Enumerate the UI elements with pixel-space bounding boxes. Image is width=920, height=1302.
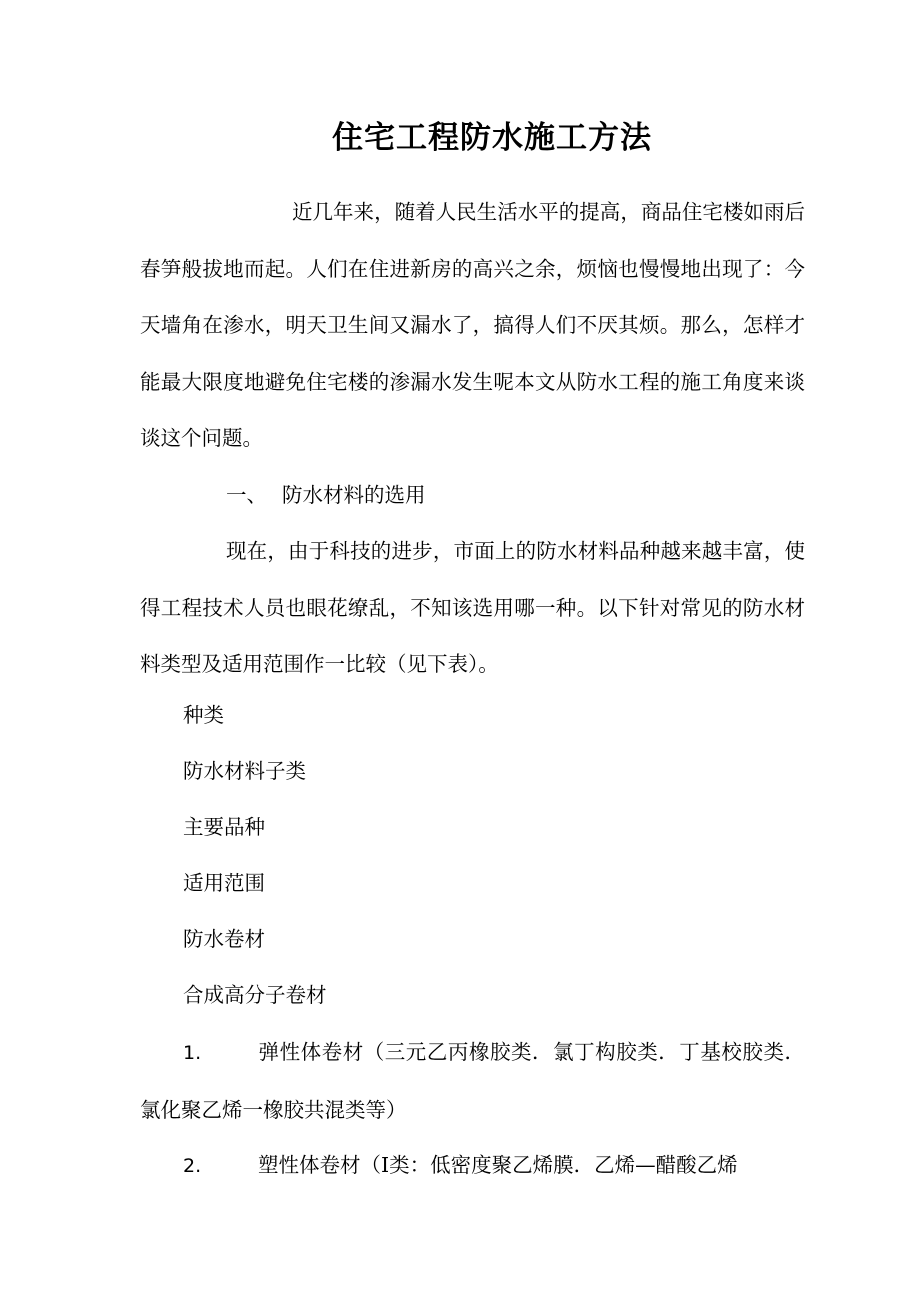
table-item: 适用范围 [183,871,265,895]
table-item: 合成高分子卷材 [183,983,327,1007]
list-text: 塑性体卷材（Ⅰ类：低密度聚乙烯膜．乙烯—醋酸乙烯 [258,1153,738,1177]
numbered-item [140,1137,805,1195]
section-heading-text: 防水材料的选用 [282,483,426,507]
table-item: 主要品种 [183,815,265,839]
section-heading [226,467,426,524]
section-paragraph: 现在，由于科技的进步，市面上的防水材料品种越来越丰富，使得工程技术人员也眼花缭乱，不知该选用哪一种。以下针对常见的防水材料类型及适用范围作一比较（见下表）。 [140,539,805,676]
table-item: 种类 [183,703,224,727]
table-item: 防水卷材 [183,927,265,951]
table-item: 防水材料子类 [183,759,306,783]
document-title: 住宅工程防水施工方法 [332,120,652,156]
list-marker: 1. [183,1042,202,1064]
list-marker: 2. [183,1155,202,1177]
intro-paragraph: 近几年来，随着人民生活水平的提高，商品住宅楼如雨后春笋般拔地而起。人们在住进新房的高兴之余，烦恼也慢慢地出现了：今天墙角在渗水，明天卫生间又漏水了，搞得人们不厌其烦。那么，怎样才能最大限度地避免住宅楼的渗漏水发生呢本文从防水工程的施工角度来谈谈这个问题。 [140,200,805,450]
list-text: 弹性体卷材（三元乙丙橡胶类．氯丁构胶类．丁基校胶类．氯化聚乙烯一橡胶共混类等） [140,1040,805,1122]
numbered-item [140,1024,805,1138]
section-number: 一、 [226,483,267,507]
